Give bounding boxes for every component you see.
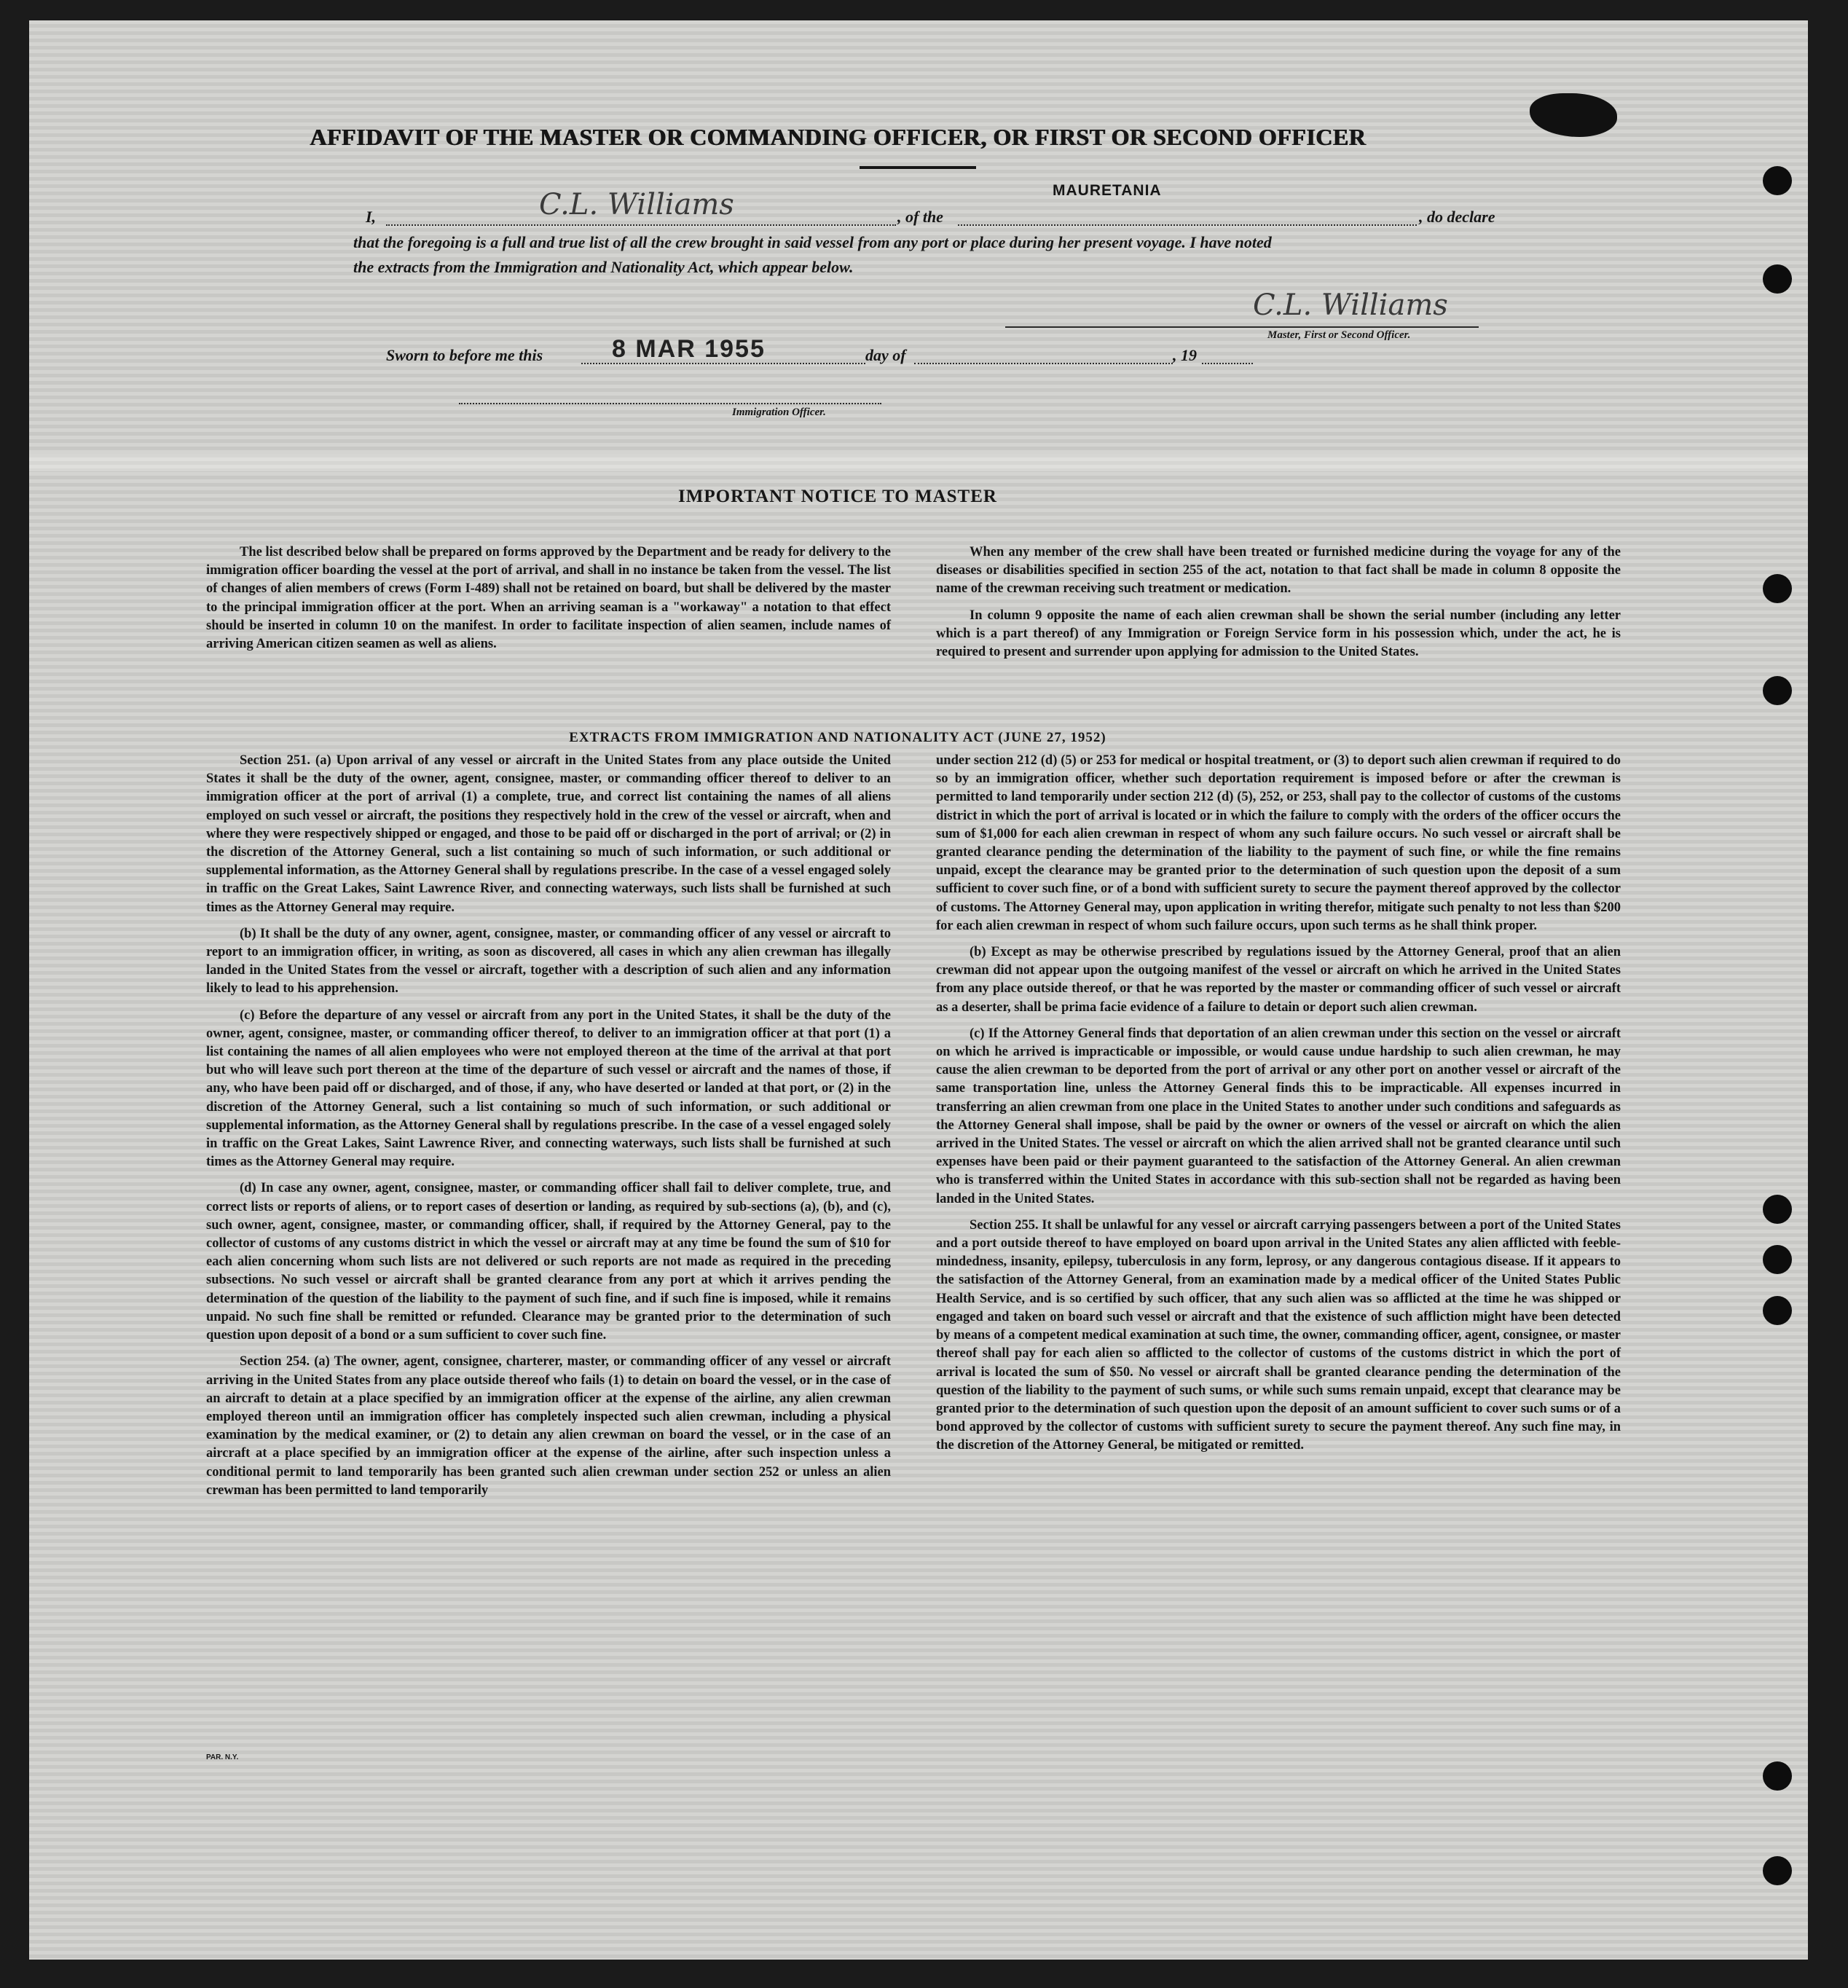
punch-hole — [1763, 166, 1792, 195]
punch-hole — [1763, 1761, 1792, 1791]
punch-hole — [1763, 574, 1792, 603]
notice-right-paragraph-1: When any member of the crew shall have been treated or furnished medicine during the voyage for any of the diseases or disabilities specified in section 255 of the act, notation to that fact shall be made in column 8 opposite the name of the crewman receiving such treatment or medication. — [936, 545, 1621, 597]
year-prefix: , 19 — [1173, 346, 1197, 364]
master-signature-line — [1005, 326, 1479, 328]
extracts-left-column — [206, 752, 891, 1508]
vessel-name: MAURETANIA — [1053, 182, 1162, 199]
punch-hole — [1763, 264, 1792, 294]
of-the-label: , of the — [897, 208, 943, 226]
vessel-line — [958, 224, 1417, 226]
officer-signature-line — [459, 403, 881, 404]
master-caption: Master, First or Second Officer. — [1267, 329, 1411, 341]
notice-title: IMPORTANT NOTICE TO MASTER — [678, 487, 997, 506]
section-251-a: Section 251. (a) Upon arrival of any vessel or aircraft in the United States from any place outside the United States it shall be the duty of the owner, agent, consignee, master, or commanding officer thereof to deliver to an immigration officer at the port of arrival (1) a complete, true, and correct list containing the names of all aliens employed on such vessel or aircraft, the positions they respectively hold in the crew of the vessel or aircraft, when and where they were respectively shipped or engaged, and those to be paid off or discharged in the port of arrival; or (2) in the discretion of the Attorney General, such a list containing so much of such information, or such additional or supplemental information, as the Attorney General shall by regulations prescribe. In the case of a vessel engaged solely in traffic on the Great Lakes, Saint Lawrence River, and connecting waterways, such lists shall be furnished at such times as the Attorney General may require. — [206, 753, 891, 915]
i-label: I, — [366, 208, 377, 226]
declarant-signature: C.L. Williams — [539, 188, 734, 221]
section-255: Section 255. It shall be unlawful for any vessel or aircraft carrying passengers between a port of the United States and a port outside thereof to have employed on board upon arrival in the United States any alien afflicted with feeble-mindedness, insanity, epilepsy, tuberculosis in any form, leprosy, or any dangerous contagious disease. If it appears to the satisfaction of the Attorney General, from an examination made by a medical officer of the United States Public Health Service, and is so certified by such officer, that any such alien was so afflicted at the time he was shipped or engaged and taken on board such vessel or aircraft and that the existence of such affliction might have been detected by means of a competent medical examination at such time, the owner, commanding officer, agent, consignee, or master thereof shall pay for each alien so afflicted to the collector of customs of the customs district in which the port of arrival is located the sum of $50. No vessel or aircraft shall be granted clearance pending the determination of the question of the liability to the payment of such sums, or while such sums remain unpaid, except that clearance may be granted prior to the determination of such question upon the deposit of an amount sufficient to cover such sums or of a bond approved by the collector of customs with sufficient surety to secure the payment thereof. Any such fine may, in the discretion of the Attorney General, be mitigated or remitted. — [936, 1217, 1621, 1453]
year-line — [1202, 363, 1253, 364]
section-251-b: (b) It shall be the duty of any owner, agent, consignee, master, or commanding officer of any vessel or aircraft to report to an immigration officer, in writing, as soon as discovered, all cases in which any alien crewman has illegally landed in the United States from the vessel or aircraft, together with a description of such alien and any information likely to lead to his apprehension. — [206, 926, 891, 997]
punch-hole — [1763, 1296, 1792, 1325]
punch-holes — [1748, 20, 1799, 1960]
sworn-label: Sworn to before me this — [386, 346, 543, 364]
do-declare-label: , do declare — [1419, 208, 1495, 226]
notice-left-paragraph: The list described below shall be prepared on forms approved by the Department and be ready for delivery to the immigration officer boarding the vessel at the port of arrival, and shall in no instance be taken from the vessel. The list of changes of alien members of crews (Form I-489) shall not be retained on board, but shall be delivered by the master to the principal immigration officer at the port. When an arriving seaman is a "workaway" a notation to that effect should be inserted in column 10 on the manifest. In order to facilitate inspection of alien seamen, include names of arriving American citizen seamen as well as aliens. — [206, 545, 891, 652]
master-signature: C.L. Williams — [1253, 288, 1448, 322]
notice-left-column — [206, 543, 891, 661]
date-stamp: 8 MAR 1955 — [612, 335, 766, 363]
section-251-c: (c) Before the departure of any vessel or aircraft from any port in the United States, it shall be the duty of the owner, agent, consignee, master, or commanding officer thereof, to deliver to an immigration officer at that port (1) a list containing the names of all alien employees who were not employed thereon at the time of the arrival at that port but who will leave such port thereon at the time of the departure of such vessel or aircraft and the names of those, if any, who have been paid off or discharged, and of those, if any, who have deserted or landed at that port, or (2) in the discretion of the Attorney General, such a list containing so much of such information, or such additional or supplemental information, as the Attorney General shall by regulations prescribe. In the case of a vessel engaged solely in traffic on the Great Lakes, Saint Lawrence River, and connecting waterways, such lists shall be furnished at such times as the Attorney General may require. — [206, 1007, 891, 1170]
section-divider — [29, 454, 1808, 471]
section-254-a: Section 254. (a) The owner, agent, consignee, charterer, master, or commanding officer of any vessel or aircraft arriving in the United States from any place outside thereof who fails (1) to detain on board the vessel, or in the case of an aircraft to detain at a place specified by an immigration officer at the expense of the airline, any alien crewman employed thereon until an immigration officer has completely inspected such alien crewman, including a physical examination by the medical examiner, or (2) to detain any alien crewman on board the vessel, or in the case of an aircraft at a place specified by an immigration officer at the expense of the airline, after such inspection unless a conditional permit to land temporarily has been granted such alien crewman under section 252 or unless an alien crewman has been permitted to land temporarily — [206, 1354, 891, 1498]
affidavit-title: AFFIDAVIT OF THE MASTER OR COMMANDING OFFICER, OR FIRST OR SECOND OFFICER — [310, 124, 1366, 150]
section-254-c: (c) If the Attorney General finds that deportation of an alien crewman under this section on the vessel or aircraft on which he arrived is impracticable or impossible, or would cause undue hardship to such alien crewman, he may cause the alien crewman to be deported from the port of arrival or any other port on another vessel or aircraft of the same transportation line, unless the Attorney General finds this to be impracticable. All expenses incurred in transferring an alien crewman from one place in the United States to another under such conditions and safeguards as the Attorney General shall impose, shall be paid by the owner or owners of the vessel or aircraft on which the alien arrived in the United States. The vessel or aircraft on which the alien arrived shall not be granted clearance until such expenses have been paid or their payment guaranteed to the satisfaction of the Attorney General. An alien crewman who is transferred within the United States in accordance with this sub-section shall not be regarded as having been landed in the United States. — [936, 1026, 1621, 1206]
punch-hole — [1763, 1195, 1792, 1224]
section-251-d: (d) In case any owner, agent, consignee, master, or commanding officer shall fail to deliver complete, true, and correct lists or reports of aliens, or to report cases of desertion or landing, as required by sub-sections (a), (b), and (c), such owner, agent, consignee, master, or commanding officer, shall, if required by the Attorney General, pay to the collector of customs of any customs district in which the vessel or aircraft may at any time be found the sum of $10 for each alien concerning whom such lists are not delivered or such reports are not made as required in the preceding subsections. No such vessel or aircraft shall be granted clearance from any port at which it arrives pending the determination of the question of the liability to the payment of such fine, and if such fine is imposed, while it remains unpaid. No such fine shall be remitted or refunded. Clearance may be granted prior to the determination of such question upon deposit of a bond or a sum sufficient to cover such fine. — [206, 1181, 891, 1343]
notice-right-paragraph-2: In column 9 opposite the name of each alien crewman shall be shown the serial number (including any letter which is a part thereof) of any Immigration or Foreign Service form in his possession which, under the act, he is required to present and surrender upon applying for admission to the United States. — [936, 608, 1621, 660]
affidavit-statement-line2: the extracts from the Immigration and Nationality Act, which appear below. — [353, 258, 854, 276]
printer-mark: PAR. N.Y. — [206, 1753, 239, 1761]
affidavit-statement-line1: that the foregoing is a full and true list of all the crew brought in said vessel from any port or place during her present voyage. I have noted — [353, 233, 1272, 251]
section-254-b: (b) Except as may be otherwise prescribed by regulations issued by the Attorney General, proof that an alien crewman did not appear upon the outgoing manifest of the vessel or aircraft on which he arrived in the United States from any place outside thereof, or that he was reported by the master or commanding officer of such vessel or aircraft as a deserter, shall be prima facie evidence of a failure to detain or deport such alien crewman. — [936, 945, 1621, 1015]
extracts-right-column — [936, 752, 1621, 1464]
document-page — [29, 20, 1808, 1960]
title-underline — [860, 166, 976, 169]
day-of-label: day of — [865, 346, 906, 364]
officer-caption: Immigration Officer. — [732, 406, 826, 418]
punch-hole — [1763, 676, 1792, 705]
ink-blot — [1530, 93, 1617, 137]
extracts-title: EXTRACTS FROM IMMIGRATION AND NATIONALITY ACT (JUNE 27, 1952) — [569, 730, 1106, 745]
declarant-line — [386, 224, 896, 226]
punch-hole — [1763, 1856, 1792, 1885]
punch-hole — [1763, 1245, 1792, 1274]
notice-right-column — [936, 543, 1621, 669]
section-254-a-continuation: under section 212 (d) (5) or 253 for medical or hospital treatment, or (3) to deport such alien crewman if required to do so by an immigration officer, whether such deportation requirement is imposed before or after the crewman is permitted to land temporarily under section 212 (d) (5), 252, or 253, shall pay to the collector of customs of the customs district in which the port of arrival is located or in which the failure to comply with the orders of the officer occurs the sum of $1,000 for each alien crewman in respect of whom any such failure occurs. No such vessel or aircraft shall be granted clearance pending the determination of the liability to the payment of such fine, or while the fine remains unpaid, except the clearance may be granted prior to the determination of such question upon the deposit of a sum sufficient to cover such fine, or of a bond with sufficient surety to secure the payment thereof approved by the collector of customs. The Attorney General may, upon application in writing therefor, mitigate such penalty to not less than $200 for each alien crewman in respect of whom such failure occurs, upon such terms as he shall think proper. — [936, 753, 1621, 933]
month-line — [914, 363, 1173, 364]
